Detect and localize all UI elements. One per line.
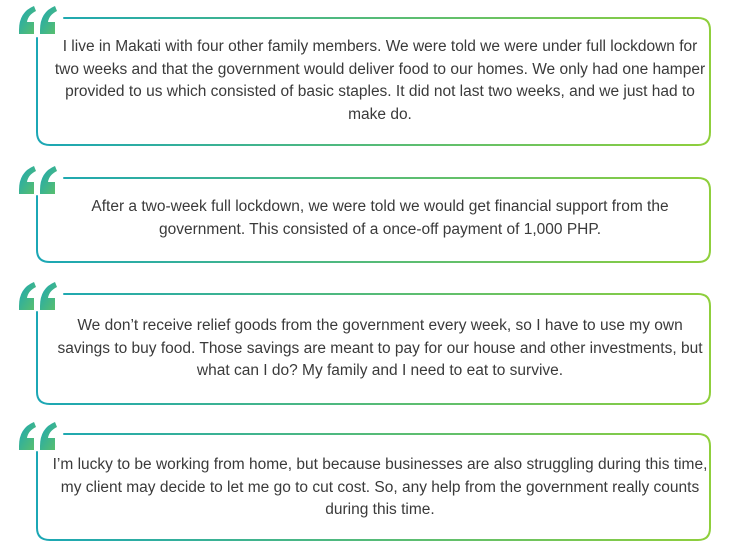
quote-icon [19, 422, 57, 450]
quote-icon [19, 6, 57, 34]
quote-card [0, 0, 750, 150]
quote-card [0, 414, 750, 544]
quote-card [0, 158, 750, 264]
quote-icon [19, 166, 57, 194]
quote-text: After a two-week full lockdown, we were told we would get financial support from the government. This consisted of a once-off payment of 1,000 PHP. [91, 198, 669, 238]
quote-text: I’m lucky to be working from home, but because businesses are also struggling during this time, my client may decide to let me go to cut cost. So, any help from the government really counts during this time. [52, 456, 708, 518]
quote-text: We don’t receive relief goods from the government every week, so I have to use my own savings to buy food. Those savings are meant to pay for our house and other investments, but what can I do? My family and I need to eat to survive. [57, 317, 703, 379]
quote-icon [19, 282, 57, 310]
quote-card [0, 274, 750, 408]
quote-text: I live in Makati with four other family members. We were told we were under full lockdown for two weeks and that the government would deliver food to our homes. We only had one hamper provided to us which consisted of basic staples. It did not last two weeks, and we just had to make do. [54, 38, 706, 123]
